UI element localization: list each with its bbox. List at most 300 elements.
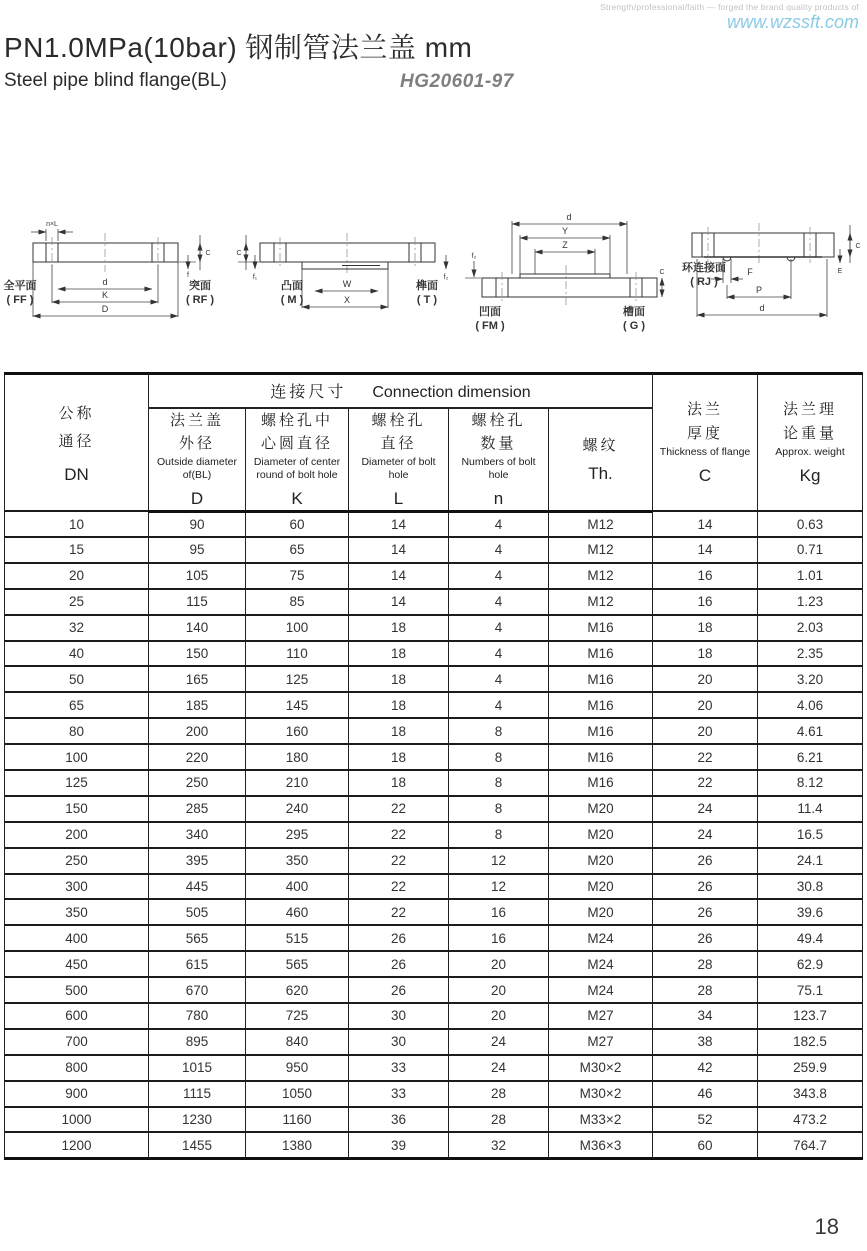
table-cell: 10 xyxy=(5,511,149,537)
table-cell: M16 xyxy=(549,641,653,667)
span-header-en: Connection dimension xyxy=(372,384,531,402)
table-cell: 18 xyxy=(349,641,449,667)
dim-c4: C xyxy=(855,243,861,250)
table-cell: 725 xyxy=(246,1003,349,1029)
table-cell: M33×2 xyxy=(549,1107,653,1133)
face-label-m: 凸面 xyxy=(281,280,303,292)
table-cell: 900 xyxy=(5,1081,149,1107)
dim-y: Y xyxy=(561,226,569,236)
table-cell: 28 xyxy=(653,951,758,977)
table-cell: 395 xyxy=(149,848,246,874)
table-cell: 800 xyxy=(5,1055,149,1081)
table-cell: 4 xyxy=(449,615,549,641)
table-cell: 38 xyxy=(653,1029,758,1055)
table-cell: 20 xyxy=(5,563,149,589)
face-label-t: 榫面 xyxy=(416,280,438,292)
face-label-fm: 凹面 xyxy=(479,306,501,318)
table-cell: 0.63 xyxy=(758,511,863,537)
table-cell: 32 xyxy=(5,615,149,641)
table-cell: M16 xyxy=(549,770,653,796)
header-zh: 法兰 xyxy=(687,401,724,419)
table-cell: 343.8 xyxy=(758,1081,863,1107)
table-row xyxy=(5,1107,863,1133)
face-code-m: ( M ) xyxy=(280,294,304,306)
table-cell: 200 xyxy=(149,718,246,744)
column-header-th xyxy=(549,408,653,512)
table-cell: 26 xyxy=(653,874,758,900)
table-cell: 150 xyxy=(149,641,246,667)
table-cell: 75.1 xyxy=(758,977,863,1003)
table-row xyxy=(5,1055,863,1081)
standard-number: HG20601-97 xyxy=(400,71,514,92)
column-header-k xyxy=(246,408,349,512)
table-cell: 1015 xyxy=(149,1055,246,1081)
table-row xyxy=(5,899,863,925)
table-cell: M16 xyxy=(549,744,653,770)
table-cell: 1160 xyxy=(246,1107,349,1133)
header-en: Numbers of bolt hole xyxy=(461,456,536,481)
face-code-rj: ( RJ ) xyxy=(690,276,718,288)
table-cell: M27 xyxy=(549,1003,653,1029)
header-zh: 直径 xyxy=(380,434,417,452)
table-cell: 4 xyxy=(449,641,549,667)
table-cell: 65 xyxy=(5,692,149,718)
table-cell: 4 xyxy=(449,511,549,537)
table-cell: M30×2 xyxy=(549,1081,653,1107)
table-cell: 1455 xyxy=(149,1132,246,1158)
table-cell: 473.2 xyxy=(758,1107,863,1133)
face-label-g: 槽面 xyxy=(623,306,645,318)
table-cell: 125 xyxy=(246,666,349,692)
dim-fgroove: F xyxy=(747,267,753,277)
table-cell: 8 xyxy=(449,796,549,822)
table-cell: 150 xyxy=(5,796,149,822)
table-cell: 18 xyxy=(653,641,758,667)
table-cell: 764.7 xyxy=(758,1132,863,1158)
column-header-d xyxy=(149,408,246,512)
table-cell: 16 xyxy=(449,925,549,951)
table-cell: 105 xyxy=(149,563,246,589)
table-cell: 615 xyxy=(149,951,246,977)
face-label-ff: 全平面 xyxy=(3,280,37,292)
table-cell: 350 xyxy=(5,899,149,925)
table-row xyxy=(5,1029,863,1055)
table-row xyxy=(5,511,863,537)
header-zh: 厚度 xyxy=(687,424,724,442)
face-code-fm: ( FM ) xyxy=(475,320,505,332)
table-cell: M16 xyxy=(549,718,653,744)
header-zh: 法兰盖 xyxy=(169,411,224,429)
table-body xyxy=(5,511,863,1158)
table-cell: 24 xyxy=(653,796,758,822)
header-en: Outside diameter of(BL) xyxy=(157,456,237,481)
column-header-c xyxy=(653,374,758,512)
table-row xyxy=(5,666,863,692)
header-zh: 螺纹 xyxy=(582,436,619,454)
table-cell: M36×3 xyxy=(549,1132,653,1158)
table-cell: 950 xyxy=(246,1055,349,1081)
header-en: Diameter of center round of bolt hole xyxy=(253,456,341,481)
table-cell: 445 xyxy=(149,874,246,900)
table-cell: 670 xyxy=(149,977,246,1003)
dim-d4: d xyxy=(759,303,765,313)
flange-drawings xyxy=(0,205,867,345)
column-header-kg xyxy=(758,374,863,512)
table-cell: 8 xyxy=(449,744,549,770)
table-cell: 30.8 xyxy=(758,874,863,900)
table-cell: 22 xyxy=(349,822,449,848)
dim-f3: f₂ xyxy=(471,253,477,260)
table-cell: 450 xyxy=(5,951,149,977)
header-zh: 螺栓孔中 xyxy=(260,411,333,429)
table-cell: 160 xyxy=(246,718,349,744)
table-row xyxy=(5,770,863,796)
table-cell: 24 xyxy=(449,1055,549,1081)
table-cell: 18 xyxy=(653,615,758,641)
table-cell: 33 xyxy=(349,1055,449,1081)
header-zh: 心圆直径 xyxy=(260,434,333,452)
table-cell: M24 xyxy=(549,977,653,1003)
table-cell: 100 xyxy=(246,615,349,641)
table-cell: 140 xyxy=(149,615,246,641)
header-zh: 外径 xyxy=(178,434,215,452)
table-cell: 600 xyxy=(5,1003,149,1029)
table-cell: 8.12 xyxy=(758,770,863,796)
table-cell: 34 xyxy=(653,1003,758,1029)
table-cell: 1050 xyxy=(246,1081,349,1107)
header-zh: 数量 xyxy=(480,434,517,452)
table-cell: 26 xyxy=(653,925,758,951)
table-cell: 6.21 xyxy=(758,744,863,770)
table-cell: 18 xyxy=(349,770,449,796)
flange-dimension-table xyxy=(4,372,863,1160)
table-cell: M12 xyxy=(549,589,653,615)
table-cell: 145 xyxy=(246,692,349,718)
table-cell: 12 xyxy=(449,848,549,874)
table-row xyxy=(5,537,863,563)
table-cell: 110 xyxy=(246,641,349,667)
span-header-connection-dimension xyxy=(149,374,653,408)
table-cell: 4 xyxy=(449,666,549,692)
table-row xyxy=(5,925,863,951)
table-cell: 40 xyxy=(5,641,149,667)
table-cell: 4 xyxy=(449,563,549,589)
dim-d3: d xyxy=(566,212,572,222)
table-cell: 49.4 xyxy=(758,925,863,951)
table-row xyxy=(5,1003,863,1029)
table-cell: 620 xyxy=(246,977,349,1003)
table-cell: 22 xyxy=(653,770,758,796)
table-cell: 4.61 xyxy=(758,718,863,744)
header-code: C xyxy=(698,466,712,486)
table-cell: 22 xyxy=(349,848,449,874)
dim-f1: f₁ xyxy=(252,274,258,281)
table-cell: 400 xyxy=(5,925,149,951)
table-cell: 60 xyxy=(246,511,349,537)
drawing-flat-face xyxy=(0,205,232,345)
table-cell: 14 xyxy=(349,537,449,563)
table-cell: 4 xyxy=(449,589,549,615)
table-cell: 400 xyxy=(246,874,349,900)
table-cell: 1.23 xyxy=(758,589,863,615)
table-cell: 180 xyxy=(246,744,349,770)
table-cell: M27 xyxy=(549,1029,653,1055)
table-cell: 240 xyxy=(246,796,349,822)
table-cell: 780 xyxy=(149,1003,246,1029)
header-code: K xyxy=(291,489,303,509)
dim-f2: f₂ xyxy=(443,274,449,281)
table-cell: 20 xyxy=(653,718,758,744)
dim-e: E xyxy=(837,268,843,275)
table-cell: 515 xyxy=(246,925,349,951)
table-cell: 2.35 xyxy=(758,641,863,667)
table-cell: 895 xyxy=(149,1029,246,1055)
dim-p: P xyxy=(755,285,763,295)
table-cell: 250 xyxy=(5,848,149,874)
table-cell: 115 xyxy=(149,589,246,615)
table-cell: 16 xyxy=(653,589,758,615)
face-code-ff: ( FF ) xyxy=(6,294,34,306)
table-row xyxy=(5,641,863,667)
table-row xyxy=(5,589,863,615)
header-zh: 论重量 xyxy=(783,424,838,442)
table-cell: 36 xyxy=(349,1107,449,1133)
table-cell: 80 xyxy=(5,718,149,744)
table-cell: 500 xyxy=(5,977,149,1003)
table-row xyxy=(5,718,863,744)
table-cell: 1380 xyxy=(246,1132,349,1158)
table-cell: 50 xyxy=(5,666,149,692)
table-cell: 300 xyxy=(5,874,149,900)
table-cell: 20 xyxy=(653,692,758,718)
table-cell: 30 xyxy=(349,1003,449,1029)
table-cell: 24 xyxy=(653,822,758,848)
table-cell: 700 xyxy=(5,1029,149,1055)
face-label-rj: 环连接面 xyxy=(682,262,726,274)
brand-tagline: Strength/professional/faith — forged the brand quality products of xyxy=(600,2,859,12)
dim-x: X xyxy=(343,295,351,305)
table-cell: 16.5 xyxy=(758,822,863,848)
table-cell: 18 xyxy=(349,615,449,641)
header-code: D xyxy=(190,489,204,509)
table-cell: M24 xyxy=(549,925,653,951)
table-cell: M20 xyxy=(549,848,653,874)
table-cell: 8 xyxy=(449,718,549,744)
header-en: Thickness of flange xyxy=(659,445,751,458)
dim-k: K xyxy=(101,290,109,300)
table-cell: 165 xyxy=(149,666,246,692)
table-row xyxy=(5,1132,863,1158)
table-cell: 8 xyxy=(449,822,549,848)
table-cell: 26 xyxy=(349,977,449,1003)
table-row xyxy=(5,822,863,848)
table-cell: 22 xyxy=(653,744,758,770)
dim-w: W xyxy=(342,279,352,289)
table-cell: M20 xyxy=(549,822,653,848)
table-cell: 100 xyxy=(5,744,149,770)
table-row xyxy=(5,744,863,770)
table-cell: 14 xyxy=(653,537,758,563)
table-cell: 840 xyxy=(246,1029,349,1055)
face-code-rf: ( RF ) xyxy=(185,294,215,306)
table-cell: 52 xyxy=(653,1107,758,1133)
face-code-g: ( G ) xyxy=(623,320,645,332)
drawing-ring-joint xyxy=(682,205,867,345)
table-cell: M12 xyxy=(549,511,653,537)
table-cell: 22 xyxy=(349,874,449,900)
table-cell: 39.6 xyxy=(758,899,863,925)
header-zh: 通径 xyxy=(58,433,95,451)
table-cell: 62.9 xyxy=(758,951,863,977)
header-code: n xyxy=(493,489,504,509)
table-cell: 14 xyxy=(349,563,449,589)
column-header-l xyxy=(349,408,449,512)
table-cell: 39 xyxy=(349,1132,449,1158)
table-cell: M20 xyxy=(549,874,653,900)
header-zh: 螺栓孔 xyxy=(471,411,526,429)
table-row xyxy=(5,563,863,589)
table-cell: 505 xyxy=(149,899,246,925)
table-cell: 123.7 xyxy=(758,1003,863,1029)
table-cell: 85 xyxy=(246,589,349,615)
table-cell: M20 xyxy=(549,796,653,822)
table-cell: 565 xyxy=(246,951,349,977)
table-cell: 26 xyxy=(349,925,449,951)
table-row xyxy=(5,615,863,641)
table-cell: 60 xyxy=(653,1132,758,1158)
table-cell: 25 xyxy=(5,589,149,615)
table-cell: 185 xyxy=(149,692,246,718)
dim-z: Z xyxy=(562,240,568,250)
table-cell: 14 xyxy=(349,511,449,537)
table-cell: 11.4 xyxy=(758,796,863,822)
table-cell: 20 xyxy=(653,666,758,692)
table-row xyxy=(5,874,863,900)
table-cell: 26 xyxy=(349,951,449,977)
table-cell: 2.03 xyxy=(758,615,863,641)
table-cell: 26 xyxy=(653,848,758,874)
table-cell: M16 xyxy=(549,666,653,692)
table-cell: M12 xyxy=(549,537,653,563)
dim-f: f xyxy=(187,272,189,279)
table-cell: 200 xyxy=(5,822,149,848)
table-cell: 125 xyxy=(5,770,149,796)
table-cell: 65 xyxy=(246,537,349,563)
table-cell: 8 xyxy=(449,770,549,796)
table-cell: 1115 xyxy=(149,1081,246,1107)
table-cell: 18 xyxy=(349,718,449,744)
table-cell: 90 xyxy=(149,511,246,537)
table-cell: 0.71 xyxy=(758,537,863,563)
table-cell: 75 xyxy=(246,563,349,589)
table-cell: 182.5 xyxy=(758,1029,863,1055)
dim-d: d xyxy=(102,277,108,287)
table-cell: 95 xyxy=(149,537,246,563)
table-row xyxy=(5,977,863,1003)
table-cell: 33 xyxy=(349,1081,449,1107)
column-header-n xyxy=(449,408,549,512)
table-cell: 340 xyxy=(149,822,246,848)
table-cell: 18 xyxy=(349,744,449,770)
table-row xyxy=(5,796,863,822)
drawing-male-tongue xyxy=(230,205,464,345)
header-code: Kg xyxy=(799,466,821,486)
table-cell: 1000 xyxy=(5,1107,149,1133)
span-header-zh: 连接尺寸 xyxy=(270,384,347,402)
table-cell: 26 xyxy=(653,899,758,925)
table-cell: M16 xyxy=(549,692,653,718)
dim-c: C xyxy=(205,250,211,257)
table-row xyxy=(5,951,863,977)
table-cell: 24.1 xyxy=(758,848,863,874)
header-code: DN xyxy=(64,464,89,484)
page-number: 18 xyxy=(814,1214,839,1239)
table-cell: 22 xyxy=(349,796,449,822)
table-cell: 12 xyxy=(449,874,549,900)
header-en: Diameter of bolt hole xyxy=(361,456,436,481)
face-label-rf: 突面 xyxy=(189,280,211,292)
table-cell: 24 xyxy=(449,1029,549,1055)
table-cell: 295 xyxy=(246,822,349,848)
dim-c3: C xyxy=(659,269,665,276)
column-header-dn xyxy=(5,374,149,512)
table-cell: 4 xyxy=(449,537,549,563)
header-en: Approx. weight xyxy=(775,445,845,458)
table-cell: 46 xyxy=(653,1081,758,1107)
table-cell: 285 xyxy=(149,796,246,822)
table-cell: 28 xyxy=(449,1081,549,1107)
table-cell: 250 xyxy=(149,770,246,796)
website-url: www.wzssft.com xyxy=(726,12,859,32)
table-cell: M24 xyxy=(549,951,653,977)
header-zh: 公称 xyxy=(58,404,95,422)
page-title: PN1.0MPa(10bar) 钢制管法兰盖 mm xyxy=(4,32,473,63)
header-zh: 螺栓孔 xyxy=(371,411,426,429)
table-row xyxy=(5,1081,863,1107)
face-code-t: ( T ) xyxy=(416,294,438,306)
table-cell: 350 xyxy=(246,848,349,874)
table-cell: 1230 xyxy=(149,1107,246,1133)
drawing-female-groove xyxy=(462,205,668,345)
header-zh: 法兰理 xyxy=(783,401,838,419)
table-cell: 28 xyxy=(653,977,758,1003)
table-cell: 28 xyxy=(449,1107,549,1133)
table-cell: 1200 xyxy=(5,1132,149,1158)
page-subtitle: Steel pipe blind flange(BL) xyxy=(4,70,227,91)
table-cell: 460 xyxy=(246,899,349,925)
table-cell: 1.01 xyxy=(758,563,863,589)
table-row xyxy=(5,692,863,718)
table-cell: 15 xyxy=(5,537,149,563)
header-code: Th. xyxy=(588,463,613,483)
dim-c2: C xyxy=(236,250,242,257)
table-cell: 18 xyxy=(349,666,449,692)
table-cell: 18 xyxy=(349,692,449,718)
table-cell: 32 xyxy=(449,1132,549,1158)
table-cell: 259.9 xyxy=(758,1055,863,1081)
table-row xyxy=(5,848,863,874)
table-cell: M16 xyxy=(549,615,653,641)
table-cell: M12 xyxy=(549,563,653,589)
dim-bigd: D xyxy=(101,304,109,314)
table-cell: 14 xyxy=(653,511,758,537)
table-cell: 16 xyxy=(653,563,758,589)
table-cell: 30 xyxy=(349,1029,449,1055)
header-code: L xyxy=(393,489,404,509)
table-cell: M20 xyxy=(549,899,653,925)
table-cell: 210 xyxy=(246,770,349,796)
table-cell: 4 xyxy=(449,692,549,718)
